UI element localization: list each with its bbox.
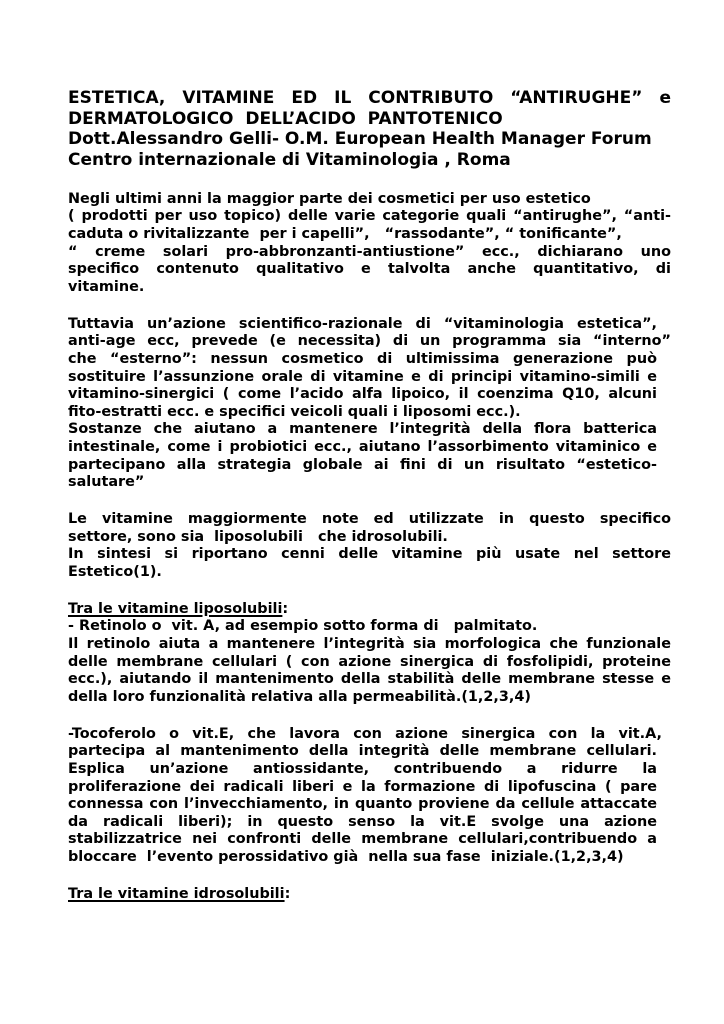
text-line: partecipano alla strategia globale ai fini di un risultato “estetico- <box>68 456 657 473</box>
text-line: sostituire l’assunzione orale di vitamine e di principi vitamino-simili e <box>68 368 657 385</box>
title-line: ESTETICA, VITAMINE ED IL CONTRIBUTO “ANTIRUGHE” e <box>68 88 671 108</box>
text-line: intestinale, come i probiotici ecc., aiutano l’assorbimento vitaminico e <box>68 438 657 455</box>
text-line: delle membrane cellulari ( con azione sinergica di fosfolipidi, proteine <box>68 653 671 670</box>
text-line: stabilizzatrice nei confronti delle membrane cellulari,contribuendo a <box>68 831 657 848</box>
section-heading <box>68 601 671 619</box>
text-line: “ creme solari pro-abbronzanti-antiustione” ecc., dichiarano uno <box>68 243 671 260</box>
text-line: anti-age ecc, prevede (e necessita) di un programma sia “interno” <box>68 333 671 350</box>
text-line: Tuttavia un’azione scientifico-razionale di “vitaminologia estetica”, <box>68 315 657 332</box>
text-line: da radicali liberi); in questo senso la vit.E svolge una azione <box>68 813 657 830</box>
text-line: Sostanze che aiutano a mantenere l’integrità della flora batterica <box>68 421 657 438</box>
text-line: - Retinolo o vit. A, ad esempio sotto forma di palmitato. <box>68 618 538 635</box>
text-line: In sintesi si riportano cenni delle vitamine più usate nel settore <box>68 546 671 563</box>
intro-paragraph <box>68 191 671 297</box>
title-line: DERMATOLOGICO DELL’ACIDO PANTOTENICO <box>68 108 503 129</box>
text-line: caduta o rivitalizzante per i capelli”, “rassodante”, “ tonificante”, <box>68 226 622 242</box>
text-line: settore, sono sia liposolubili che idrosolubili. <box>68 528 448 545</box>
text-line: Esplica un’azione antiossidante, contribuendo a ridurre la <box>68 761 657 777</box>
document-title <box>68 88 671 171</box>
text-line: bloccare l’evento perossidativo già nella sua fase iniziale.(1,2,3,4) <box>68 848 624 865</box>
text-line: vitamine. <box>68 278 145 295</box>
text-line: che “esterno”: nessun cosmetico di ultimissima generazione può <box>68 350 657 367</box>
text-line: Il retinolo aiuta a mantenere l’integrità sia morfologica che funzionale <box>68 636 671 653</box>
text-line: vitamino-sinergici ( come l’acido alfa lipoico, il coenzima Q10, alcuni <box>68 386 657 403</box>
approach-paragraph <box>68 316 671 492</box>
section-heading <box>68 886 671 904</box>
tocopherol-paragraph <box>68 726 671 867</box>
vitamins-paragraph <box>68 511 671 581</box>
text-line: della loro funzionalità relativa alla permeabilità.(1,2,3,4) <box>68 688 531 705</box>
text-line: ( prodotti per uso topico) delle varie categorie quali “antirughe”, “anti- <box>68 208 671 225</box>
section-heading-label: Tra le vitamine idrosolubili <box>68 885 285 902</box>
text-line: specifico contenuto qualitativo e talvolta anche quantitativo, di <box>68 261 671 278</box>
section-heading-colon: : <box>284 885 291 902</box>
author-line: Dott.Alessandro Gelli- O.M. European Health Manager Forum <box>68 129 652 150</box>
water-soluble-section <box>68 886 671 904</box>
text-line: Le vitamine maggiormente note ed utilizzate in questo specifico <box>68 511 671 528</box>
text-line: connessa con l’invecchiamento, in quanto proviene da cellule attaccate <box>68 796 657 813</box>
text-line: -Tocoferolo o vit.E, che lavora con azione sinergica con la vit.A, <box>68 725 662 742</box>
document-page <box>68 88 671 904</box>
section-heading-colon: : <box>282 600 289 617</box>
text-line: proliferazione dei radicali liberi e la formazione di lipofuscina ( pare <box>68 778 657 795</box>
text-line: fito-estratti ecc. e specifici veicoli quali i liposomi ecc.). <box>68 403 521 420</box>
text-line: salutare” <box>68 474 145 491</box>
affiliation-line: Centro internazionale di Vitaminologia , Roma <box>68 150 511 171</box>
fat-soluble-section <box>68 601 671 707</box>
section-heading-label: Tra le vitamine liposolubili <box>68 600 283 617</box>
text-line: partecipa al mantenimento della integrità delle membrane cellulari. <box>68 743 657 760</box>
text-line: Estetico(1). <box>68 563 162 580</box>
text-line: Negli ultimi anni la maggior parte dei cosmetici per uso estetico <box>68 190 591 207</box>
text-line: ecc.), aiutando il mantenimento della stabilità delle membrane stesse e <box>68 671 671 688</box>
